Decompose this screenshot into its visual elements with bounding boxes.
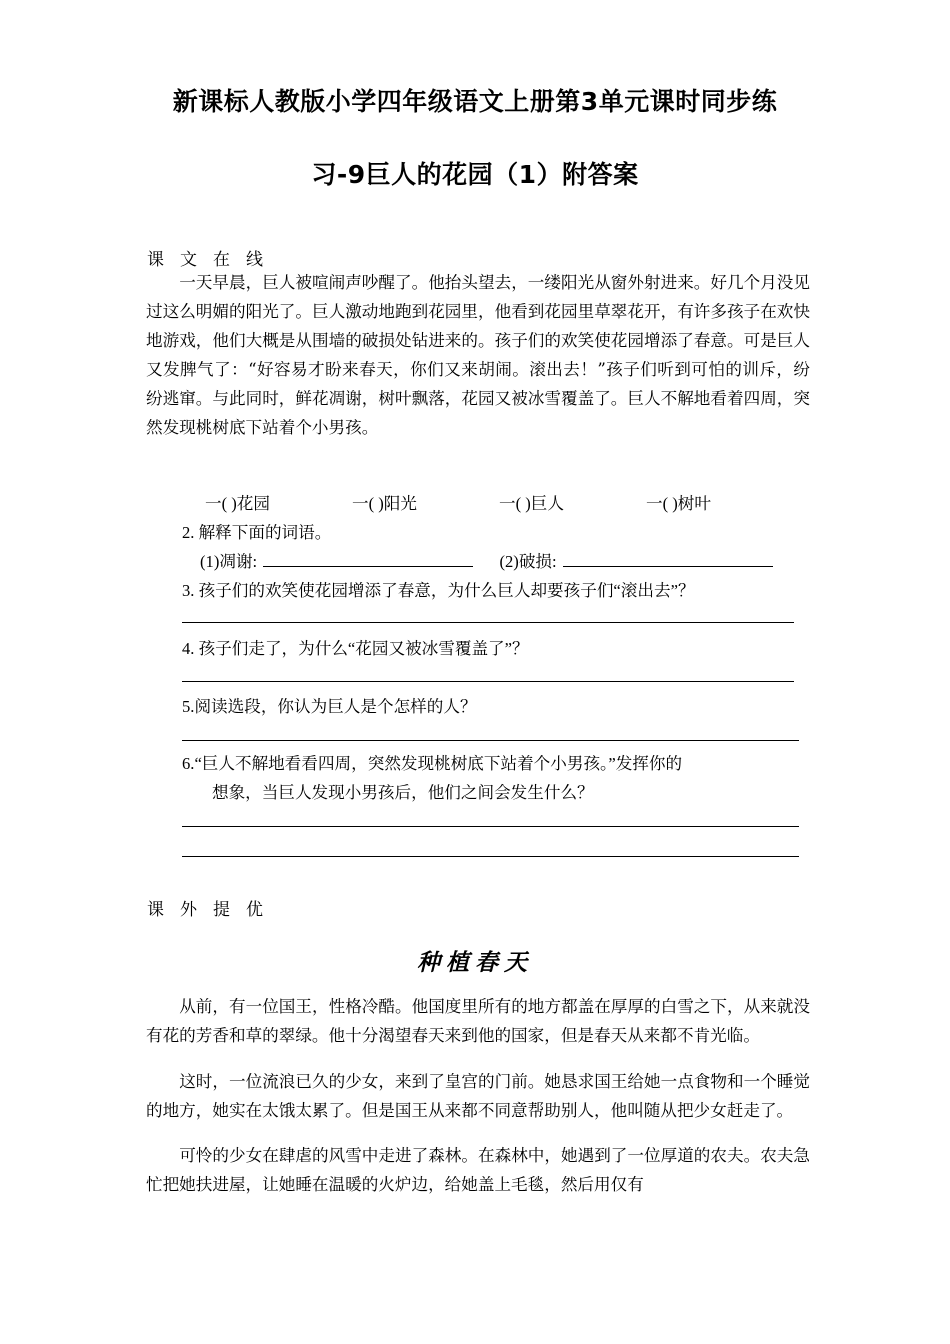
q1-item-garden: 一( )花园: [205, 494, 270, 513]
reading-passage: 一天早晨，巨人被喧闹声吵醒了。他抬头望去，一缕阳光从窗外射进来。好几个月没见过这么明媚的阳光了。巨人激动地跑到花园里，他看到花园里草翠花开，有许多孩子在欢快地游戏，他们大概是从围墙的破损处钻进来的。孩子们的欢笑使花园增添了春意。可是巨人又发脾气了：“好容易才盼来春天，你们又来胡闹。滚出去！”孩子们听到可怕的训斥，纷纷逃窜。与此同时，鲜花凋谢，树叶飘落，花园又被冰雪覆盖了。巨人不解地看着四周，突然发现桃树底下站着个小男孩。: [146, 273, 810, 437]
q3-answer-line[interactable]: [182, 622, 794, 623]
q5-answer-line[interactable]: [182, 740, 799, 741]
q2-a-answer-blank[interactable]: [263, 550, 473, 567]
document-title-line-1: 新课标人教版小学四年级语文上册第3单元课时同步练: [172, 87, 778, 116]
q2-answers-row: [200, 548, 773, 572]
q1-item-leaves: 一( )树叶: [646, 494, 711, 513]
q6-prompt-line-1: 6.“巨人不解地看看四周，突然发现桃树底下站着个小男孩。”发挥你的: [182, 754, 683, 773]
q5-prompt: 5.阅读选段，你认为巨人是个怎样的人？: [182, 697, 477, 716]
q2-prompt: 2. 解释下面的词语。: [182, 523, 332, 542]
q4-prompt: 4. 孩子们走了，为什么“花园又被冰雪覆盖了”？: [182, 639, 529, 658]
q3-prompt: 3. 孩子们的欢笑使花园增添了春意，为什么巨人却要孩子们“滚出去”？: [182, 581, 695, 600]
story-paragraph-1: 从前，有一位国王，性格冷酷。他国度里所有的地方都盖在厚厚的白雪之下，从来就没有花的芳香和草的翠绿。他十分渴望春天来到他的国家，但是春天从来都不肯光临。: [146, 997, 810, 1045]
story-paragraph-3: 可怜的少女在肆虐的风雪中走进了森林。在森林中，她遇到了一位厚道的农夫。农夫急忙把她扶进屋，让她睡在温暖的火炉边，给她盖上毛毯，然后用仅有: [146, 1146, 810, 1194]
document-title-line-2: 习-9巨人的花园（1）附答案: [311, 160, 639, 189]
story-paragraph-2: 这时，一位流浪已久的少女，来到了皇宫的门前。她恳求国王给她一点食物和一个睡觉的地方，她实在太饿太累了。但是国王从来都不同意帮助别人，他叫随从把少女赶走了。: [146, 1072, 810, 1120]
q2-b-label: (2)破损:: [499, 552, 557, 571]
section-label-in-text: 课文在线: [147, 250, 279, 270]
q1-item-giant: 一( )巨人: [499, 494, 564, 513]
q1-fill-in-row: [205, 490, 711, 514]
q6-answer-line-1[interactable]: [182, 826, 799, 827]
q6-answer-line-2[interactable]: [182, 856, 799, 857]
q1-item-sunshine: 一( )阳光: [352, 494, 417, 513]
q2-a-label: (1)凋谢:: [200, 552, 258, 571]
q2-b-answer-blank[interactable]: [563, 550, 773, 567]
q4-answer-line[interactable]: [182, 681, 794, 682]
section-label-extension: 课外提优: [147, 900, 279, 920]
q6-prompt-line-2: 想象，当巨人发现小男孩后，他们之间会发生什么？: [212, 783, 594, 802]
story-title: 种植春天: [417, 949, 533, 976]
